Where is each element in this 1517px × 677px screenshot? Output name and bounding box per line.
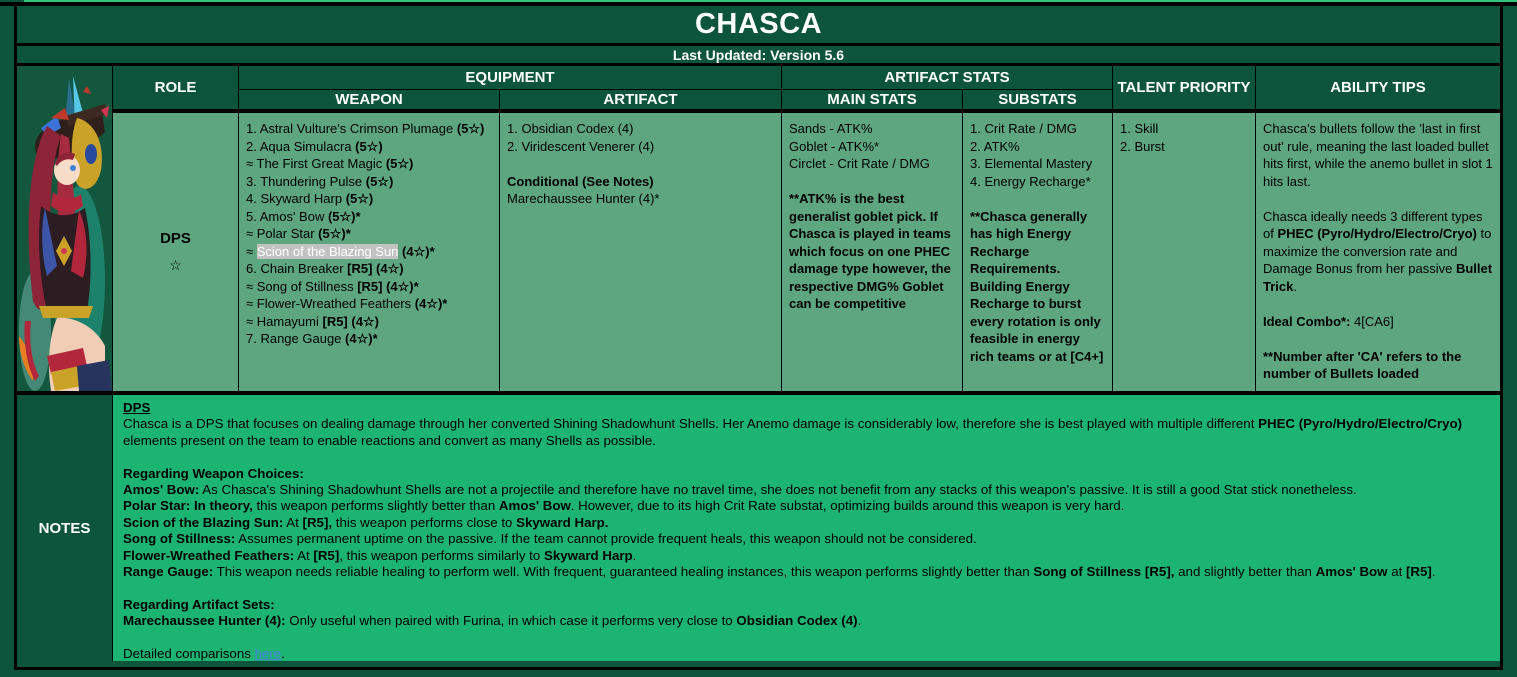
text-line: 3. Elemental Mastery [970,156,1093,171]
column-header-talent-priority: TALENT PRIORITY [1113,66,1256,113]
notes-link[interactable]: here [254,646,282,661]
column-header-artifact: ARTIFACT [500,90,782,113]
text-line [1263,190,1493,208]
text-line: Ideal Combo*: 4[CA6] [1263,313,1394,329]
text-line [123,449,1490,465]
weapon-list [239,113,500,391]
text-line: 2. ATK% [970,138,1020,154]
highlighted-text: Scion of the Blazing Sun [256,243,399,259]
text-line: 4. Energy Recharge* [970,173,1091,189]
character-guide-sheet [14,3,1503,670]
text-line: 6. Chain Breaker [R5] (4☆) [246,261,404,276]
text-line: Marechaussee Hunter (4): Only useful when paired with Furina, in which case it performs very close to Obsidian Codex (4). [123,613,862,629]
column-header-role: ROLE [113,66,239,113]
portrait-cell [17,66,113,391]
build-table [17,66,1500,395]
text-line [1263,330,1493,348]
text-line [970,190,1105,208]
text-line [507,155,774,173]
notes-section [17,395,1500,661]
ability-tips-cell [1256,113,1500,391]
text-line: Scion of the Blazing Sun: At [R5], this weapon performs close to Skyward Harp. [123,514,609,530]
text-line: 4. Skyward Harp (5☆) [246,191,374,206]
text-line: ≈ Polar Star (5☆)* [246,226,351,241]
text-line: Chasca ideally needs 3 different types of PHEC (Pyro/Hydro/Electro/Cryo) to maximize the conversion rate and Damage Bonus from her passive Bullet Trick. [1263,208,1493,294]
text-line: Song of Stillness: Assumes permanent uptime on the passive. If the team cannot provide frequent heals, this weapon should not be considered. [123,531,977,547]
character-portrait [17,66,112,391]
text-line: Sands - ATK% [789,121,873,136]
text-line: **Chasca generally has high Energy Recharge Requirements. Building Energy Recharge to burst every rotation is only feasible in energy rich teams or at [C4+] [970,208,1104,364]
text-line [789,173,955,191]
text-line: Goblet - ATK%* [789,138,880,154]
role-cell [113,113,239,391]
version-label: Last Updated: Version 5.6 [17,46,1500,66]
text-line [123,580,1490,596]
text-line: ≈ Flower-Wreathed Feathers (4☆)* [246,296,448,311]
text-line: Circlet - Crit Rate / DMG [789,156,930,171]
text-line: **Number after 'CA' refers to the number of Bullets loaded [1263,348,1462,381]
text-line: 1. Crit Rate / DMG [970,121,1077,136]
text-line: 2. Viridescent Venerer (4) [507,138,655,154]
artifact-list [500,113,782,391]
text-line: 2. Burst [1120,138,1165,154]
text-line: ≈ Song of Stillness [R5] (4☆)* [246,278,419,294]
text-line: Regarding Artifact Sets: [123,596,275,612]
text-line: ≈ Hamayumi [R5] (4☆) [246,313,379,329]
text-line: Flower-Wreathed Feathers: At [R5], this weapon performs similarly to Skyward Harp. [123,547,637,563]
text-line: ≈ The First Great Magic (5☆) [246,156,414,171]
text-line [123,630,1490,646]
text-line [1263,295,1493,313]
text-line: Conditional (See Notes) [507,173,654,189]
substats-cell [963,113,1113,391]
text-line: 1. Obsidian Codex (4) [507,121,634,136]
text-line: Chasca is a DPS that focuses on dealing damage through her converted Shining Shadowhunt Shells. Her Anemo damage is considerably low, therefore she is best played with multiple different PHEC (Pyro/Hydro/Electro/Cryo) elements present on the team to enable reactions and convert as many Shells as possible. [123,416,1463,448]
column-header-substats: SUBSTATS [963,90,1113,113]
text-line: Amos' Bow: As Chasca's Shining Shadowhunt Shells are not a projectile and therefore have no travel time, she does not benefit from any stacks of this weapon's passive. It is still a good Stat stick nonetheless. [123,482,1357,498]
role-star-icon: ☆ [169,256,182,273]
text-line: 3. Thundering Pulse (5☆) [246,173,394,189]
text-line: 7. Range Gauge (4☆)* [246,331,378,346]
text-line: DPS [123,400,151,415]
text-line: **ATK% is the best generalist goblet pick. If Chasca is played in teams which focus on one PHEC damage type however, the respective DMG% Goblet can be competitive [789,191,951,311]
page-title: CHASCA [17,6,1500,46]
column-header-weapon: WEAPON [239,90,500,113]
notes-content [113,395,1500,661]
text-line: Detailed comparisons here. [123,646,285,661]
text-line: ≈ Scion of the Blazing Sun (4☆)* [246,243,435,259]
text-line: Chasca's bullets follow the 'last in first out' rule, meaning the last loaded bullet hits first, while the anemo bullet in slot 1 hits last. [1263,121,1493,189]
text-line: Polar Star: In theory, this weapon performs slightly better than Amos' Bow. However, due to its high Crit Rate substat, optimizing builds around this weapon is very hard. [123,498,1125,514]
column-header-main-stats: MAIN STATS [782,90,963,113]
text-line: 2. Aqua Simulacra (5☆) [246,138,383,154]
text-line: 1. Astral Vulture's Crimson Plumage (5☆) [246,121,485,136]
text-line: Regarding Weapon Choices: [123,465,304,481]
column-header-artifact-stats: ARTIFACT STATS [782,66,1113,90]
main-stats-cell [782,113,963,391]
column-header-equipment: EQUIPMENT [239,66,782,90]
talent-priority-cell [1113,113,1256,391]
role-value: DPS [160,230,191,247]
text-line: Range Gauge: This weapon needs reliable healing to perform well. With frequent, guaranteed healing instances, this weapon performs slightly better than Song of Stillness [R5], and slightly better than Amos' Bow at [R5]. [123,564,1436,580]
text-line: Marechaussee Hunter (4)* [507,191,660,206]
column-header-ability-tips: ABILITY TIPS [1256,66,1500,113]
notes-label: NOTES [17,395,113,661]
text-line: 1. Skill [1120,121,1159,136]
text-line: 5. Amos' Bow (5☆)* [246,208,361,224]
